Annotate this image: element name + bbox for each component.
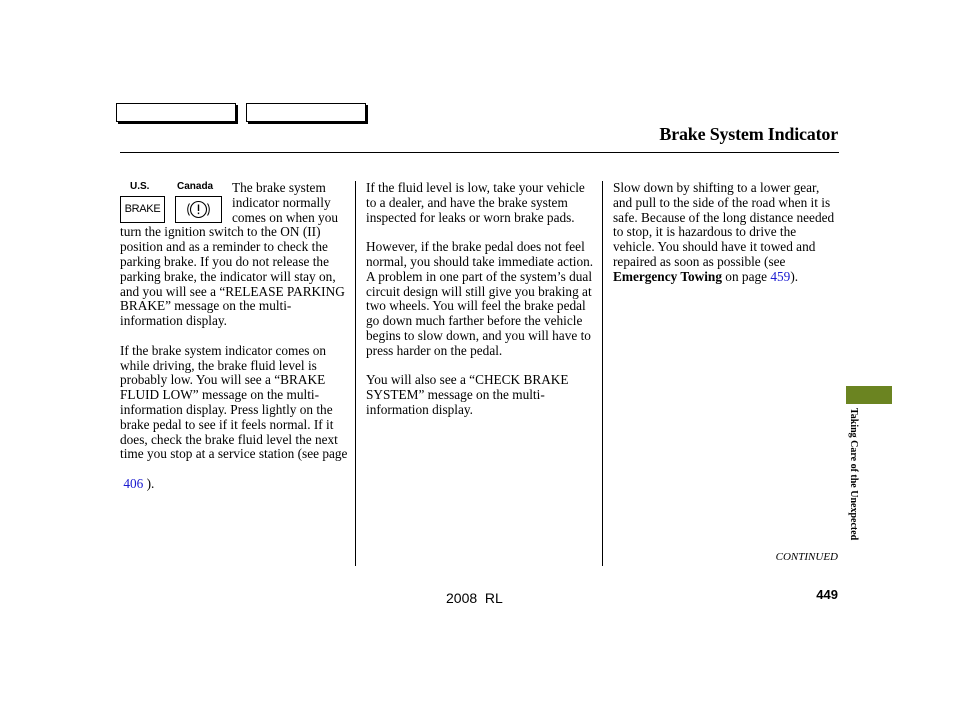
column-3: [613, 181, 841, 299]
page-link-406[interactable]: 406: [123, 475, 144, 491]
page-title: Brake System Indicator: [659, 124, 838, 144]
paragraph-pedal: However, if the brake pedal does not feel normal, you should take immediate action. A problem in one part of the system’s dual circuit design will still give you braking at two wheels. You will feel the brake pedal go down much farther before the vehicle begins to slow down, and you will have to press harder on the pedal.: [366, 239, 594, 358]
page-link-459[interactable]: 459: [770, 268, 791, 284]
us-label: U.S.: [130, 181, 150, 192]
section-label: Taking Care of the Unexpected: [848, 408, 859, 541]
paragraph-check-brake: You will also see a “CHECK BRAKE SYSTEM” message on the multi-information display.: [366, 372, 569, 417]
column-divider-1: [355, 181, 356, 566]
nav-button-2[interactable]: [246, 103, 366, 122]
paragraph-intro: The brake system indicator normally comes on when you turn the ignition switch to the ON (II) position and as a reminder to check the parking brake. If you do not release the parking brake, the indicator will stay on, and you will see a “RELEASE PARKING BRAKE” message on the multi-information display.: [120, 180, 345, 329]
page-number: 449: [816, 587, 838, 602]
paragraph-fluid-low: If the brake system indicator comes on while driving, the brake fluid level is probably low. You will see a “BRAKE FLUID LOW” message on the multi-information display. Press lightly on the brake pedal to see if it feels normal. If it does, check the brake fluid level the next time you stop at a service station (see page 406 ).: [120, 342, 348, 491]
paragraph-slow-down: Slow down by shifting to a lower gear, and pull to the side of the road when it is safe. Because of the long distance needed to stop, it is hazardous to drive the vehicle. You should have it towed and repaired as soon as possible (see Emergency Towing on page 459).: [613, 180, 835, 284]
canada-label: Canada: [177, 181, 214, 192]
column-1: [120, 181, 348, 507]
continued-label: CONTINUED: [775, 551, 838, 563]
brake-text-icon: BRAKE: [124, 203, 161, 215]
title-rule: [120, 152, 839, 153]
column-2: [366, 181, 594, 433]
model-label: 2008 RL: [446, 590, 503, 606]
section-tab[interactable]: [846, 386, 892, 404]
column-divider-2: [602, 181, 603, 566]
nav-button-1[interactable]: [116, 103, 236, 122]
emergency-towing-ref: Emergency Towing: [613, 268, 722, 284]
paragraph-fluid-level: If the fluid level is low, take your vehicle to a dealer, and have the brake system inspected for leaks or worn brake pads.: [366, 180, 585, 225]
